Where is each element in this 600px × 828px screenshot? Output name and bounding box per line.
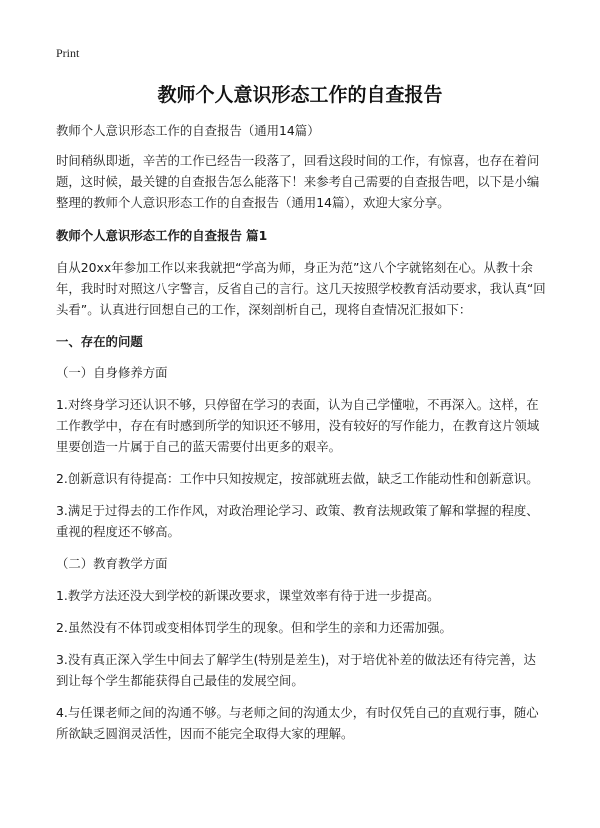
list-item: 1.对终身学习还认识不够，只停留在学习的表面，认为自己学懂啦，不再深入。这样，在工作教学中，存在有时感到所学的知识还不够用，没有较好的写作能力，在教育这片领域里要创造一片属于自己的蓝天需要付出更多的艰辛。	[56, 397, 540, 454]
list-item: 2.创新意识有待提高：工作中只知按规定，按部就班去做，缺乏工作能动性和创新意识。	[56, 471, 539, 486]
part-heading: 一、存在的问题	[56, 334, 143, 349]
list-item: 3.没有真正深入学生中间去了解学生(特别是差生)，对于培优补差的做法还有待完善，达到让每个学生都能获得自己最佳的发展空间。	[56, 652, 536, 688]
document-body	[56, 120, 546, 755]
document-subtitle: 教师个人意识形态工作的自查报告（通用14篇）	[56, 123, 320, 138]
subsection-heading: （二）教育教学方面	[56, 556, 168, 571]
section-intro-paragraph: 自从20xx年参加工作以来我就把“学高为师，身正为范”这八个字就铭刻在心。从教十余年，我时时对照这八字警言，反省自己的言行。这几天按照学校教育活动要求，我认真“回头看”。认真进行回想自己的工作，深刻剖析自己，现将自查情况汇报如下：	[56, 260, 546, 317]
list-item: 4.与任课老师之间的沟通不够。与老师之间的沟通太少，有时仅凭自己的直观行事，随心所欲缺乏圆润灵活性，因而不能完全取得大家的理解。	[56, 705, 539, 741]
list-item: 3.满足于过得去的工作作风，对政治理论学习、政策、教育法规政策了解和掌握的程度、重视的程度还不够高。	[56, 503, 539, 539]
section-heading: 教师个人意识形态工作的自查报告 篇1	[56, 228, 268, 243]
print-label: Print	[56, 46, 80, 60]
list-item: 2.虽然没有不体罚或变相体罚学生的现象。但和学生的亲和力还需加强。	[56, 620, 452, 635]
subsection-heading: （一）自身修养方面	[56, 365, 168, 380]
intro-paragraph: 时间稍纵即逝，辛苦的工作已经告一段落了，回看这段时间的工作，有惊喜，也存在着问题，这时候，最关键的自查报告怎么能落下！来参考自己需要的自查报告吧，以下是小编整理的教师个人意识形态工作的自查报告（通用14篇），欢迎大家分享。	[56, 153, 540, 210]
list-item: 1.教学方法还没大到学校的新课改要求，课堂效率有待于进一步提高。	[56, 588, 440, 603]
document-title: 教师个人意识形态工作的自查报告	[157, 84, 443, 106]
